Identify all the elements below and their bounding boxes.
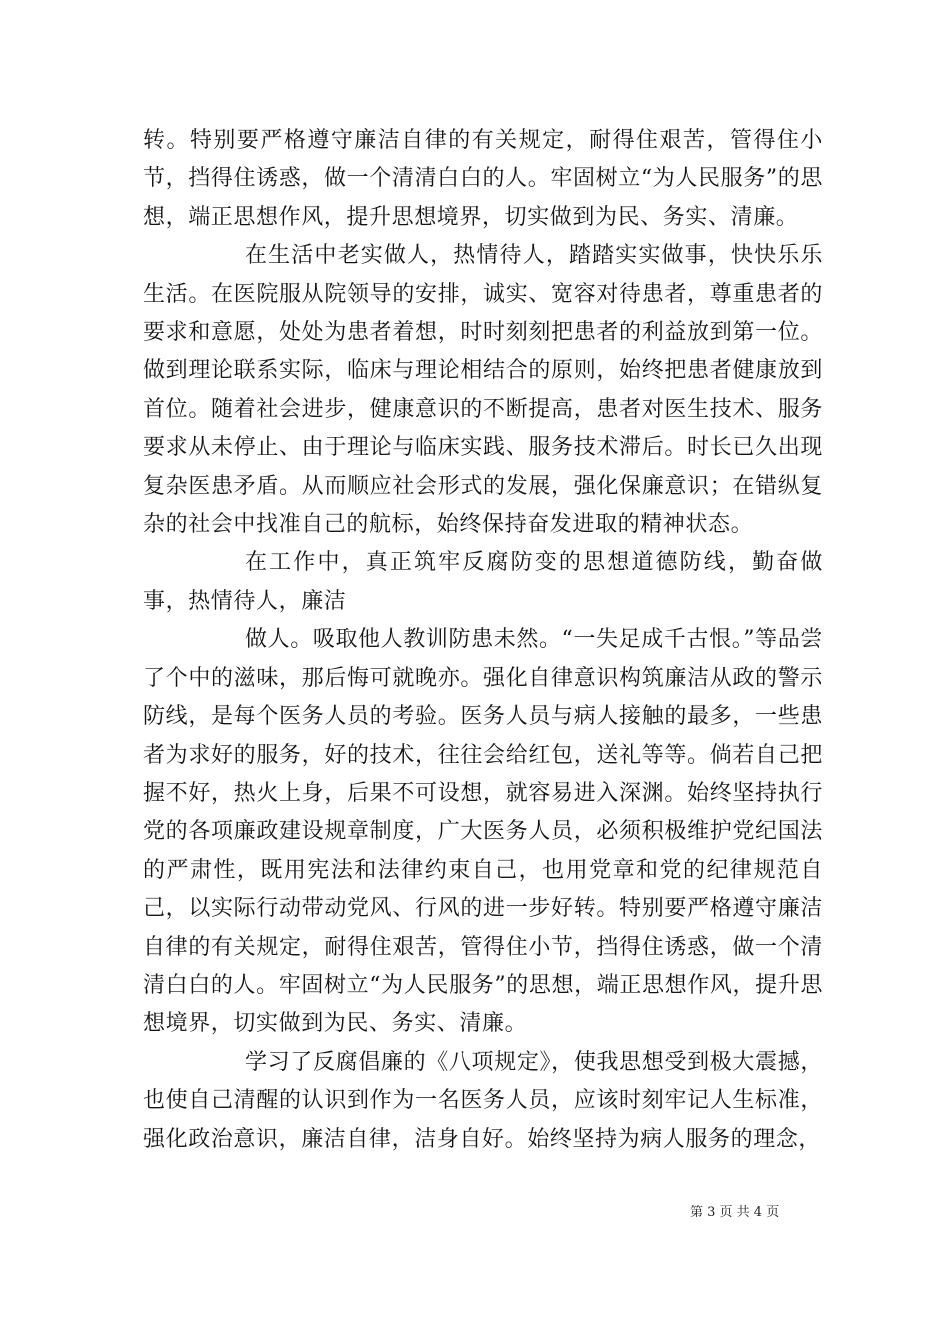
page-number-footer: 第 3 页 共 4 页 bbox=[690, 1205, 780, 1220]
paragraph-continuation: 转。特别要严格遵守廉洁自律的有关规定，耐得住艰苦，管得住小节，挡得住诱惑，做一个清清白白的人。牢固树立“为人民服务”的思想，端正思想作风，提升思想境界，切实做到为民、务实、清廉。 bbox=[143, 128, 823, 230]
document-body bbox=[143, 122, 823, 1159]
paragraph-life: 在生活中老实做人，热情待人，踏踏实实做事，快快乐乐生活。在医院服从院领导的安排，诚实、宽容对待患者，尊重患者的要求和意愿，处处为患者着想，时时刻刻把患者的利益放到第一位。做到理论联系实际，临床与理论相结合的原则，始终把患者健康放到首位。随着社会进步，健康意识的不断提高，患者对医生技术、服务要求从未停止、由于理论与临床实践、服务技术滞后。时长已久出现复杂医患矛盾。从而顺应社会形式的发展，强化保廉意识；在错纵复杂的社会中找准自己的航标，始终保持奋发进取的精神状态。 bbox=[143, 243, 823, 538]
paragraph-work-continued: 做人。吸取他人教训防患未然。“一失足成千古恨。”等品尝了个中的滋味，那后悔可就晚亦。强化自律意识构筑廉洁从政的警示防线，是每个医务人员的考验。医务人员与病人接触的最多，一些患者为求好的服务，好的技术，往往会给红包，送礼等等。倘若自己把握不好，热火上身，后果不可设想，就容易进入深渊。始终坚持执行党的各项廉政建设规章制度，广大医务人员，必须积极维护党纪国法的严肃性，既用宪法和法律约束自己，也用党章和党的纪律规范自己，以实际行动带动党风、行风的进一步好转。特别要严格遵守廉洁自律的有关规定，耐得住艰苦，管得住小节，挡得住诱惑，做一个清清白白的人。牢固树立“为人民服务”的思想，端正思想作风，提升思想境界，切实做到为民、务实、清廉。 bbox=[143, 627, 823, 1037]
paragraph-work: 在工作中，真正筑牢反腐防变的思想道德防线，勤奋做事，热情待人，廉洁 bbox=[143, 550, 823, 614]
paragraph-eight-rules: 学习了反腐倡廉的《八项规定》，使我思想受到极大震撼，也使自己清醒的认识到作为一名医务人员，应该时刻牢记人生标准，强化政治意识，廉洁自律，洁身自好。始终坚持为病人服务的理念， bbox=[143, 1049, 823, 1152]
